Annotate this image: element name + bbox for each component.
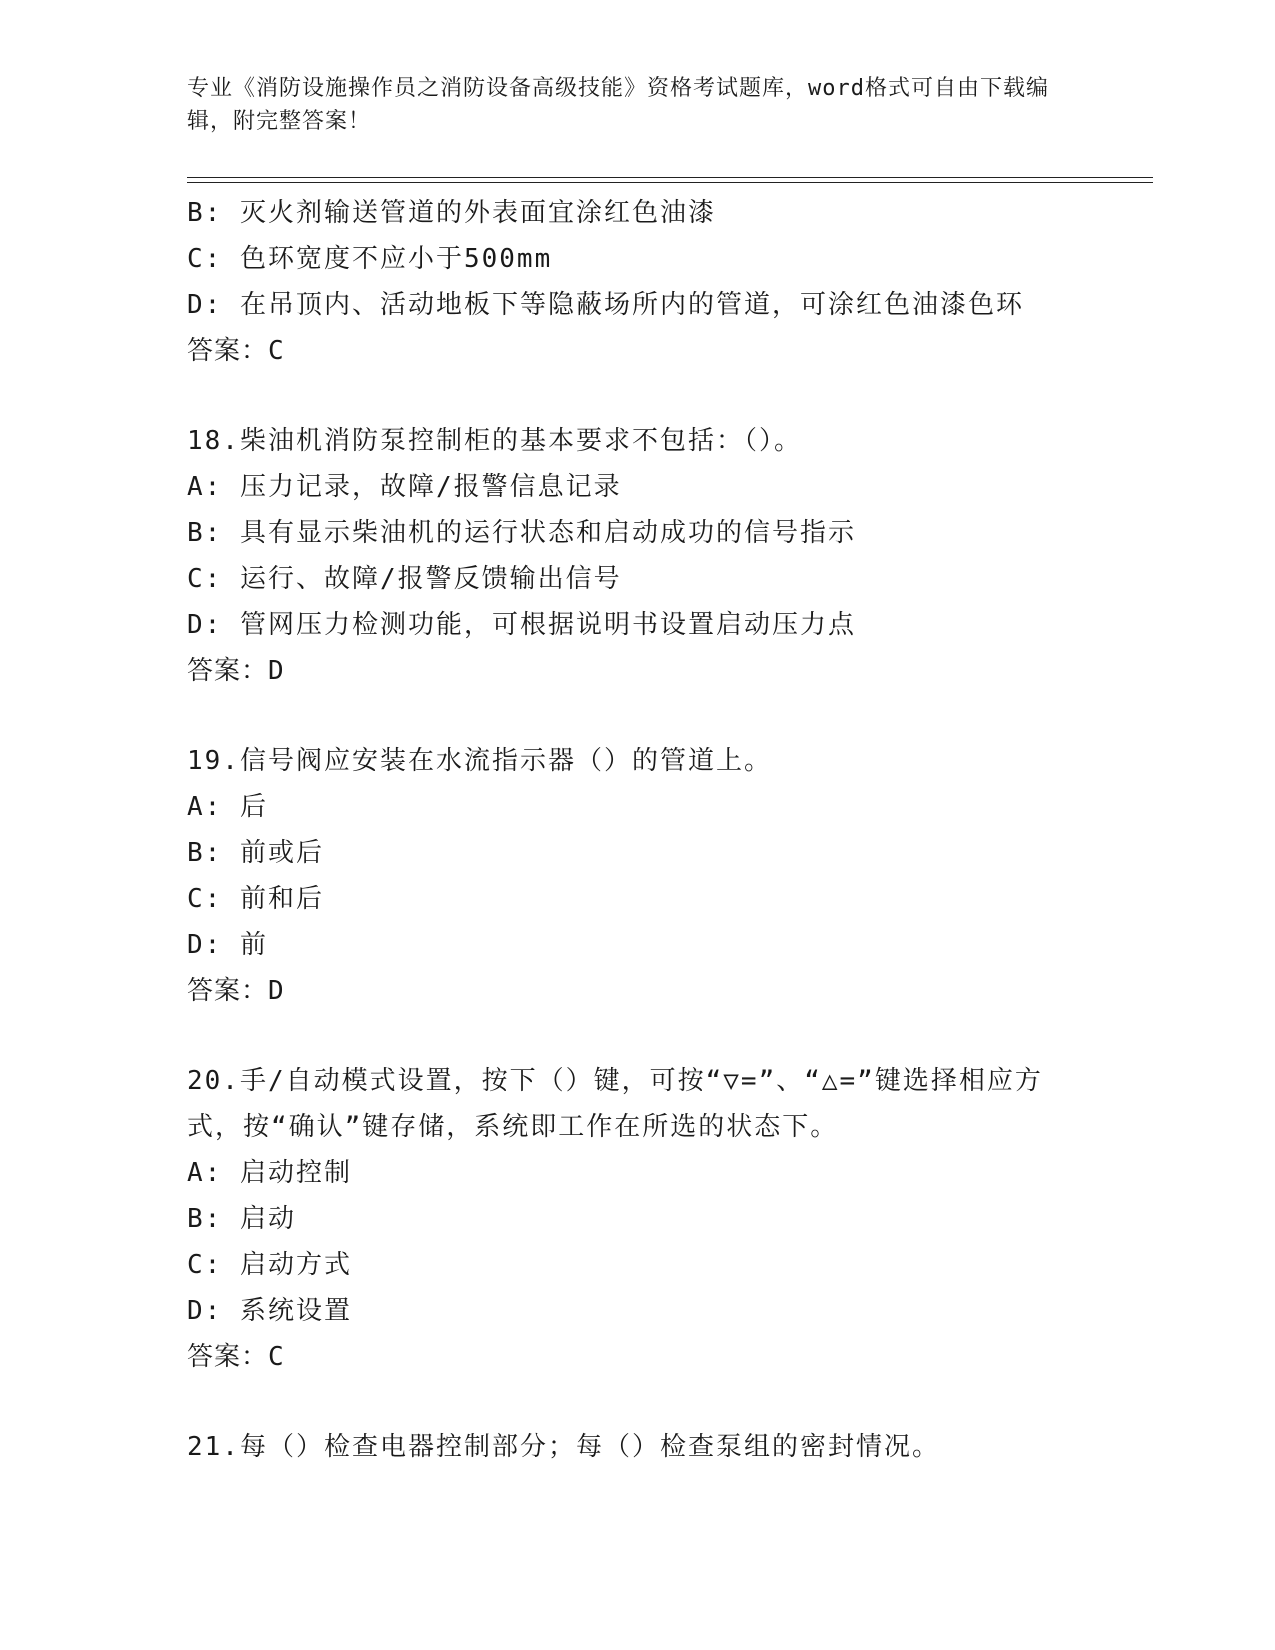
question-stem: 21.每（）检查电器控制部分；每（）检查泵组的密封情况。 <box>187 1432 940 1462</box>
question-21 <box>187 1424 1187 1470</box>
option-b: B: 前或后 <box>187 838 324 868</box>
spacer <box>187 694 1187 738</box>
question-17-tail <box>187 190 1187 374</box>
option-c: C: 色环宽度不应小于500mm <box>187 244 553 274</box>
question-stem: 19.信号阀应安装在水流指示器（）的管道上。 <box>187 746 772 776</box>
option-c: C: 前和后 <box>187 884 324 914</box>
option-d: D: 管网压力检测功能，可根据说明书设置启动压力点 <box>187 610 856 640</box>
option-c: C: 运行、故障/报警反馈输出信号 <box>187 564 622 594</box>
header-rule-top <box>187 177 1153 178</box>
option-a: A: 启动控制 <box>187 1158 352 1188</box>
answer: 答案：C <box>187 336 285 366</box>
option-c: C: 启动方式 <box>187 1250 352 1280</box>
answer: 答案：D <box>187 976 285 1006</box>
spacer <box>187 1014 1187 1058</box>
answer: 答案：D <box>187 656 285 686</box>
option-d: D: 在吊顶内、活动地板下等隐蔽场所内的管道，可涂红色油漆色环 <box>187 290 1024 320</box>
question-stem: 18.柴油机消防泵控制柜的基本要求不包括：（）。 <box>187 426 802 456</box>
option-d: D: 前 <box>187 930 268 960</box>
option-d: D: 系统设置 <box>187 1296 352 1326</box>
spacer <box>187 1380 1187 1424</box>
option-a: A: 压力记录，故障/报警信息记录 <box>187 472 622 502</box>
header-rule-bottom <box>187 182 1153 183</box>
option-b: B: 灭火剂输送管道的外表面宜涂红色油漆 <box>187 198 716 228</box>
question-18 <box>187 418 1187 694</box>
answer: 答案：C <box>187 1342 285 1372</box>
spacer <box>187 374 1187 418</box>
question-stem: 20.手/自动模式设置，按下（）键，可按“▽=”、“△=”键选择相应方式，按“确认”键存储，系统即工作在所选的状态下。 <box>187 1066 1043 1142</box>
option-a: A: 后 <box>187 792 268 822</box>
header-text: 专业《消防设施操作员之消防设备高级技能》资格考试题库，word格式可自由下载编辑，附完整答案！ <box>187 76 1049 134</box>
option-b: B: 启动 <box>187 1204 296 1234</box>
option-b: B: 具有显示柴油机的运行状态和启动成功的信号指示 <box>187 518 856 548</box>
question-19 <box>187 738 1187 1014</box>
question-list <box>187 190 1187 1470</box>
question-20 <box>187 1058 1187 1380</box>
document-header <box>187 72 1067 138</box>
